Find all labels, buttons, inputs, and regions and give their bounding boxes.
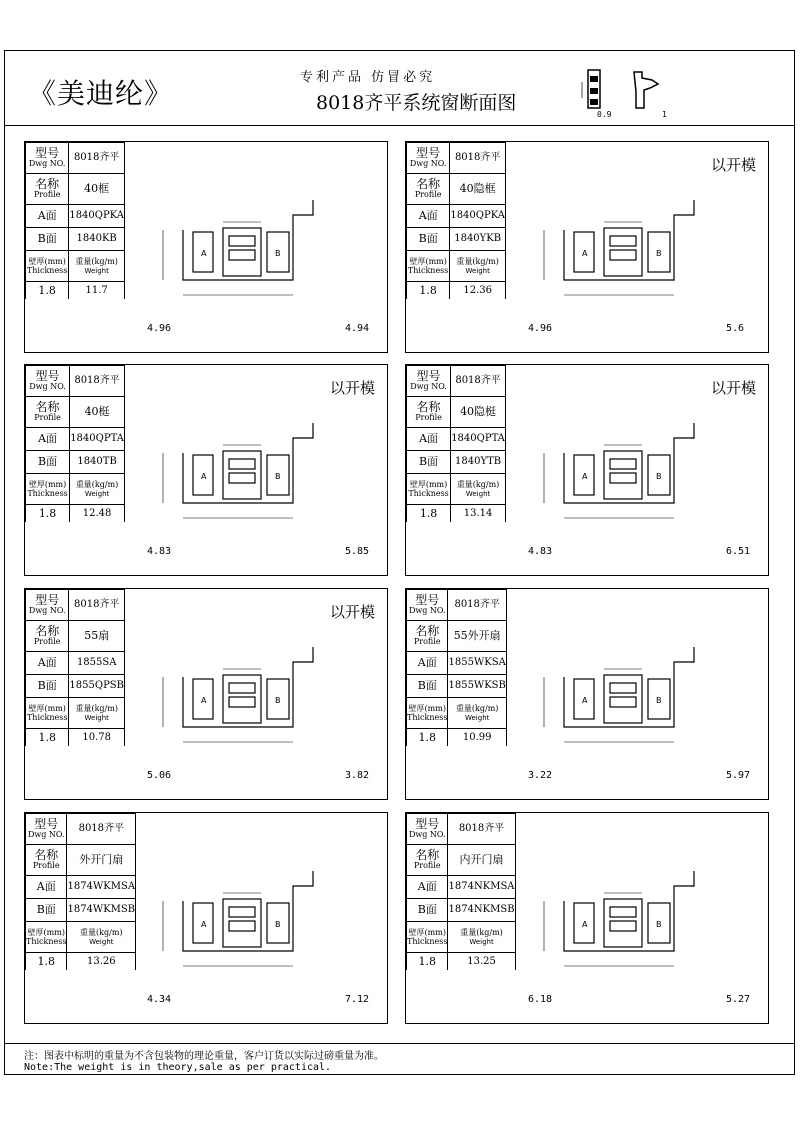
profile-section-drawing [143,841,333,991]
thickness-value: 1.8 [26,953,67,971]
wall-thickness-right: 4.94 [345,323,370,334]
mold-status: 以开模 [329,379,375,397]
model-label-cell: 型号 Dwg NO. [26,366,70,397]
seal-thickness-label: 1 [662,110,667,119]
spec-table [406,813,516,970]
svg-text:B: B [656,472,662,481]
profile-section-drawing [524,393,714,543]
profile-label-cell: 名称 Profile [407,845,448,876]
face-a-code: 1874NKMSA [448,876,515,899]
model-label-cell: 型号 Dwg NO. [407,814,448,845]
weight-label-cell: 重量(kg/m) Weight [70,474,125,505]
face-b-label: B面 [407,899,448,922]
profile-label-cell: 名称 Profile [26,845,67,876]
model-label-cell: 型号 Dwg NO. [26,814,67,845]
weight-label-cell: 重量(kg/m) Weight [448,922,515,953]
face-a-code: 1855SA [69,652,125,675]
profile-section-drawing [143,617,333,767]
model-label-cell: 型号 Dwg NO. [26,590,69,621]
svg-text:A: A [201,696,207,705]
wall-thickness-right: 5.6 [726,323,745,334]
dwg-value: 8018齐平 [67,814,136,845]
spec-table [406,365,506,522]
dwg-value: 8018齐平 [448,590,506,621]
weight-value: 12.48 [70,505,125,523]
profile-name: 内开门扇 [448,845,515,876]
face-a-label: A面 [26,428,70,451]
face-a-label: A面 [26,652,69,675]
wall-thickness-right: 6.51 [726,546,751,557]
svg-text:B: B [656,249,662,258]
profile-name: 40梃 [70,397,125,428]
spec-table [25,589,125,746]
thickness-value: 1.8 [26,505,70,523]
weight-value: 12.36 [450,282,506,300]
weight-value: 13.14 [451,505,506,523]
weight-value: 11.7 [69,282,125,300]
face-b-label: B面 [26,675,69,698]
wall-thickness-left: 5.06 [147,770,172,781]
profile-label-cell: 名称 Profile [407,397,451,428]
wall-thickness-left: 3.22 [528,770,553,781]
svg-text:B: B [275,472,281,481]
face-a-label: A面 [407,428,451,451]
svg-text:A: A [201,249,207,258]
svg-text:B: B [275,249,281,258]
brand-logo-text: 《美迪纶》 [28,77,174,110]
face-a-code: 1840QPKA [69,205,125,228]
page-title: 8018齐平系统窗断面图 [316,92,517,114]
face-a-code: 1855WKSA [448,652,506,675]
face-b-code: 1855WKSB [448,675,506,698]
model-label-cell: 型号 Dwg NO. [407,590,448,621]
gasket-thickness-label: 0.9 [597,110,612,119]
profile-panel [24,364,388,576]
weight-label-cell: 重量(kg/m) Weight [67,922,136,953]
profile-name: 40隐框 [450,174,506,205]
profile-panel [405,812,769,1024]
weight-value: 10.99 [448,729,506,747]
thickness-label-cell: 壁厚(mm) Thickness [407,474,451,505]
spec-table [406,142,506,299]
wall-thickness-right: 5.85 [345,546,370,557]
svg-text:A: A [582,249,588,258]
spec-table [406,589,507,746]
dwg-value: 8018齐平 [69,143,125,174]
weight-label-cell: 重量(kg/m) Weight [450,251,506,282]
thickness-label-cell: 壁厚(mm) Thickness [26,698,69,729]
face-a-label: A面 [407,205,450,228]
face-a-code: 1874WKMSA [67,876,136,899]
thickness-value: 1.8 [407,505,451,523]
thickness-label-cell: 壁厚(mm) Thickness [407,922,448,953]
svg-text:B: B [275,920,281,929]
face-b-label: B面 [26,228,69,251]
seal-strip-icon [628,68,664,112]
wall-thickness-right: 7.12 [345,994,370,1005]
face-a-code: 1840QPTA [451,428,506,451]
wall-thickness-left: 4.96 [528,323,553,334]
thickness-label-cell: 壁厚(mm) Thickness [26,922,67,953]
header-divider [4,125,795,126]
wall-thickness-right: 5.27 [726,994,751,1005]
profile-panel [24,812,388,1024]
profile-label-cell: 名称 Profile [26,397,70,428]
weight-label-cell: 重量(kg/m) Weight [69,698,125,729]
spec-table [25,365,125,522]
profile-label-cell: 名称 Profile [26,621,69,652]
face-b-code: 1874WKMSB [67,899,136,922]
profile-panel [405,364,769,576]
profile-section-drawing [143,170,333,320]
model-label-cell: 型号 Dwg NO. [407,366,451,397]
thickness-label-cell: 壁厚(mm) Thickness [26,474,70,505]
thickness-value: 1.8 [407,953,448,971]
face-a-label: A面 [407,876,448,899]
face-b-label: B面 [407,675,448,698]
patent-notice: 专利产品 仿冒必究 [300,70,436,85]
dwg-value: 8018齐平 [451,366,506,397]
svg-text:A: A [582,472,588,481]
weight-label-cell: 重量(kg/m) Weight [451,474,506,505]
profile-name: 40框 [69,174,125,205]
face-b-label: B面 [26,451,70,474]
face-a-label: A面 [26,876,67,899]
face-b-label: B面 [407,228,450,251]
wall-thickness-right: 5.97 [726,770,751,781]
profile-name: 40隐梃 [451,397,506,428]
svg-text:A: A [582,920,588,929]
weight-note-cn: 注：图表中标明的重量为不含包装物的理论重量，客户订货以实际过磅重量为准。 [24,1051,384,1062]
svg-text:A: A [201,472,207,481]
face-a-label: A面 [26,205,69,228]
profile-name: 55外开扇 [448,621,506,652]
dwg-value: 8018齐平 [448,814,515,845]
thickness-label-cell: 壁厚(mm) Thickness [407,698,448,729]
svg-text:B: B [275,696,281,705]
face-b-code: 1840TB [70,451,125,474]
face-b-code: 1855QPSB [69,675,125,698]
thickness-value: 1.8 [407,282,450,300]
wall-thickness-left: 4.34 [147,994,172,1005]
footer-divider [4,1043,795,1044]
gasket-profile-icon [580,68,610,112]
dwg-value: 8018齐平 [69,590,125,621]
mold-status: 以开模 [329,603,375,621]
face-b-code: 1840YKB [450,228,506,251]
svg-text:A: A [201,920,207,929]
wall-thickness-left: 6.18 [528,994,553,1005]
wall-thickness-right: 3.82 [345,770,370,781]
profile-section-drawing [143,393,333,543]
face-b-label: B面 [407,451,451,474]
face-b-label: B面 [26,899,67,922]
svg-text:B: B [656,696,662,705]
profile-section-drawing [524,841,714,991]
profile-label-cell: 名称 Profile [407,174,450,205]
weight-value: 10.78 [69,729,125,747]
profile-name: 55扇 [69,621,125,652]
face-b-code: 1874NKMSB [448,899,515,922]
model-label-cell: 型号 Dwg NO. [407,143,450,174]
thickness-label-cell: 壁厚(mm) Thickness [407,251,450,282]
face-a-code: 1840QPKA [450,205,506,228]
weight-value: 13.25 [448,953,515,971]
weight-label-cell: 重量(kg/m) Weight [69,251,125,282]
thickness-value: 1.8 [26,729,69,747]
profile-section-drawing [524,617,714,767]
spec-table [25,142,125,299]
profile-label-cell: 名称 Profile [26,174,69,205]
thickness-value: 1.8 [407,729,448,747]
face-b-code: 1840KB [69,228,125,251]
face-b-code: 1840YTB [451,451,506,474]
profile-panel [24,141,388,353]
spec-table [25,813,136,970]
dwg-value: 8018齐平 [70,366,125,397]
face-a-label: A面 [407,652,448,675]
model-label-cell: 型号 Dwg NO. [26,143,69,174]
weight-label-cell: 重量(kg/m) Weight [448,698,506,729]
profile-label-cell: 名称 Profile [407,621,448,652]
svg-text:B: B [656,920,662,929]
svg-text:A: A [582,696,588,705]
profile-name: 外开门扇 [67,845,136,876]
mold-status: 以开模 [710,379,756,397]
face-a-code: 1840QPTA [70,428,125,451]
profile-panel [405,141,769,353]
wall-thickness-left: 4.83 [147,546,172,557]
wall-thickness-left: 4.83 [528,546,553,557]
wall-thickness-left: 4.96 [147,323,172,334]
weight-note-en: Note:The weight is in theory,sale as per practical. [24,1062,332,1073]
dwg-value: 8018齐平 [450,143,506,174]
profile-section-drawing [524,170,714,320]
thickness-value: 1.8 [26,282,69,300]
mold-status: 以开模 [710,156,756,174]
thickness-label-cell: 壁厚(mm) Thickness [26,251,69,282]
profile-panel [405,588,769,800]
weight-value: 13.26 [67,953,136,971]
profile-panel [24,588,388,800]
